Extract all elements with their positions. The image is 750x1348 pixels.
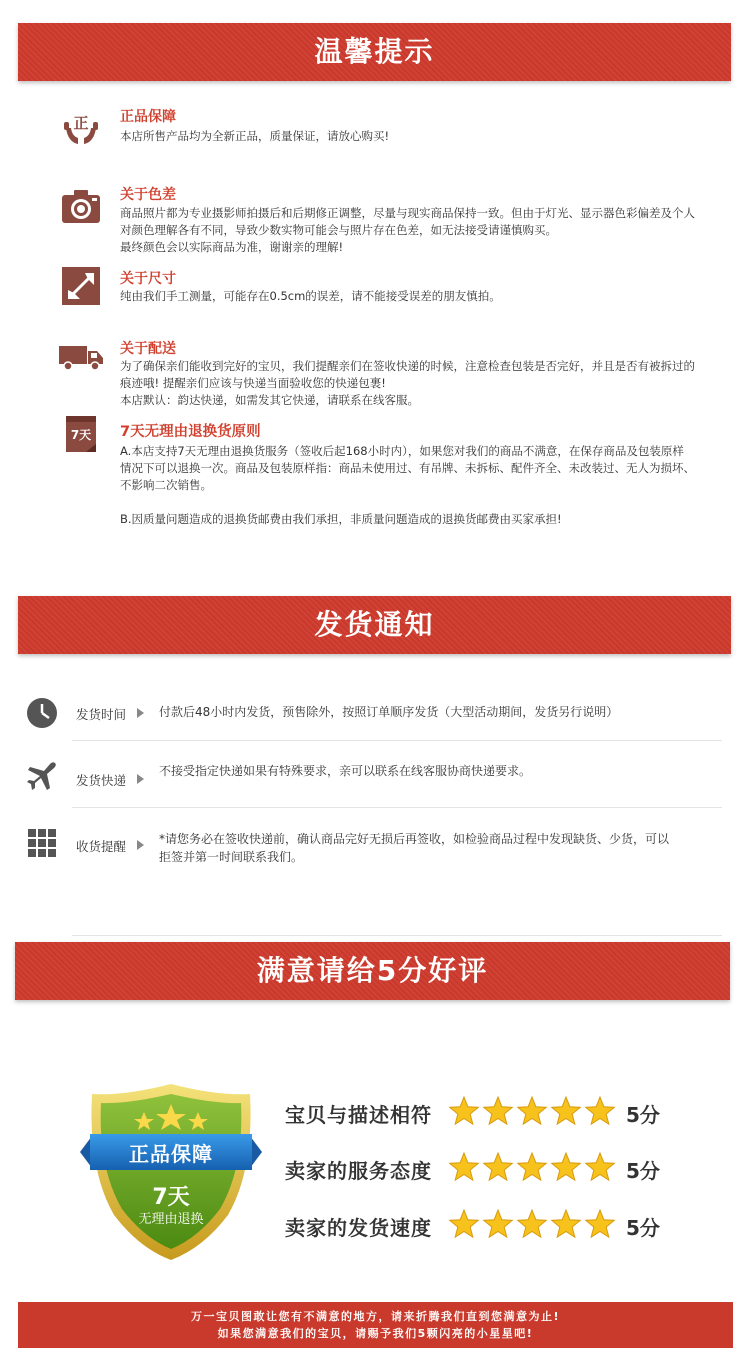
footer-line-1: 万一宝贝图敢让您有不满意的地方，请来折腾我们直到您满意为止!: [190, 1310, 560, 1323]
ship-line: *请您务必在签收快递前，确认商品完好无损后再签收，如检验商品过程中发现缺货、少货，可以: [159, 832, 670, 846]
tip-line: A.本店支持7天无理由退换货服务（签收后起168小时内），如果您对我们的商品不满意，在保存商品及包装原样: [120, 444, 684, 458]
rating-stars-description: [448, 1096, 618, 1126]
tip-line: 痕迹哦! 提醒亲们应该与快递当面验收您的快递包裹!: [120, 376, 386, 390]
tip-text-size: [120, 288, 720, 305]
tip-line: 最终颜色会以实际商品为准，谢谢亲的理解!: [120, 240, 344, 254]
rating-label-service: 卖家的服务态度: [285, 1159, 432, 1183]
seven-day-icon-text: 7天: [70, 428, 92, 442]
footer-line-2: 如果您满意我们的宝贝，请赐予我们5颗闪亮的小星星吧!: [217, 1327, 534, 1340]
star-icon: [450, 1097, 479, 1124]
ship-line: 付款后48小时内发货，预售除外，按照订单顺序发货（大型活动期间，发货另行说明）: [159, 705, 619, 719]
tip-line: 情况下可以退换一次。商品及包装原样指：商品未使用过、有吊牌、未拆标、配件齐全、未改装过、无人为损坏、: [120, 461, 695, 475]
ship-text-time: [159, 703, 719, 721]
rating-stars-service: [448, 1152, 618, 1182]
grid-icon: [28, 829, 56, 857]
star-icon: [518, 1097, 547, 1124]
star-icon: [518, 1153, 547, 1180]
banner-tips: 温馨提示: [18, 23, 731, 81]
genuine-icon: [60, 108, 102, 150]
ship-text-receipt: [159, 830, 719, 866]
rating-score-service: 5分: [626, 1159, 660, 1183]
tip-text-genuine: [120, 128, 720, 145]
chevron-right-icon: [137, 774, 144, 784]
ship-label-courier: 发货快递: [76, 773, 127, 788]
tip-title-size: 关于尺寸: [120, 271, 176, 287]
tip-text-color: [120, 205, 720, 256]
star-icon: [484, 1210, 513, 1237]
ship-divider: [72, 807, 722, 808]
tip-line: 纯由我们手工测量，可能存在0.5cm的误差，请不能接受误差的朋友慎拍。: [120, 289, 501, 303]
tip-line: B.因质量问题造成的退换货邮费由我们承担，非质量问题造成的退换货邮费由买家承担!: [120, 512, 562, 526]
svg-text:正: 正: [73, 114, 89, 132]
badge-days: 7天: [152, 1185, 190, 1210]
banner-shipping: 发货通知: [18, 596, 731, 654]
star-icon: [484, 1153, 513, 1180]
star-icon: [552, 1097, 581, 1124]
ship-line: 拒签并第一时间联系我们。: [159, 850, 304, 864]
tip-title-return: 7天无理由退换货原则: [120, 424, 261, 440]
camera-icon: [60, 186, 102, 228]
tip-line: 为了确保亲们能收到完好的宝贝，我们提醒亲们在签收快递的时候，注意检查包装是否完好，并且是否有被拆过的: [120, 359, 695, 373]
tip-title-color: 关于色差: [120, 187, 176, 203]
ship-line: 不接受指定快递如果有特殊要求，亲可以联系在线客服协商快递要求。: [159, 764, 532, 778]
seven-day-icon: [64, 412, 98, 454]
star-icon: [586, 1097, 615, 1124]
truck-icon: [58, 336, 104, 378]
ship-divider: [72, 935, 722, 936]
chevron-right-icon: [137, 840, 144, 850]
star-icon: [518, 1210, 547, 1237]
chevron-right-icon: [137, 708, 144, 718]
ship-text-courier: [159, 762, 719, 780]
star-icon: [450, 1153, 479, 1180]
tip-line: 不影响二次销售。: [120, 478, 212, 492]
tip-line: 本店默认：韵达快递，如需发其它快递，请联系在线客服。: [120, 393, 419, 407]
tip-text-delivery: [120, 358, 720, 409]
tip-text-return: [120, 443, 720, 528]
badge-subtitle: 无理由退换: [138, 1212, 204, 1227]
star-icon: [552, 1153, 581, 1180]
rating-label-description: 宝贝与描述相符: [285, 1103, 432, 1127]
shield-icon: [78, 1080, 264, 1262]
star-icon: [450, 1210, 479, 1237]
star-icon: [586, 1153, 615, 1180]
rating-label-speed: 卖家的发货速度: [285, 1216, 432, 1240]
star-icon: [484, 1097, 513, 1124]
rating-stars-speed: [448, 1209, 618, 1239]
clock-icon: [26, 697, 58, 729]
tip-line: 本店所售产品均为全新正品，质量保证，请放心购买!: [120, 129, 390, 143]
star-icon: [552, 1210, 581, 1237]
tip-title-genuine: 正品保障: [120, 109, 176, 125]
badge-title: 正品保障: [129, 1142, 213, 1166]
ship-label-receipt: 收货提醒: [76, 839, 127, 854]
ship-divider: [72, 740, 722, 741]
star-icon: [586, 1210, 615, 1237]
footer-banner: [18, 1302, 733, 1348]
plane-icon: [26, 760, 58, 792]
ship-label-time: 发货时间: [76, 707, 127, 722]
size-arrow-icon: [60, 265, 102, 307]
rating-score-description: 5分: [626, 1103, 660, 1127]
genuine-badge: [78, 1080, 264, 1262]
tip-title-delivery: 关于配送: [120, 341, 176, 357]
rating-score-speed: 5分: [626, 1216, 660, 1240]
tip-line: 商品照片都为专业摄影师拍摄后和后期修正调整，尽量与现实商品保持一致。但由于灯光、显示器色彩偏差及个人: [120, 206, 695, 220]
tip-line-spacer: [120, 494, 720, 511]
tip-line: 对颜色理解各有不同，导致少数实物可能会与照片存在色差，如无法接受请谨慎购买。: [120, 223, 557, 237]
banner-rating: 满意请给5分好评: [15, 942, 730, 1000]
